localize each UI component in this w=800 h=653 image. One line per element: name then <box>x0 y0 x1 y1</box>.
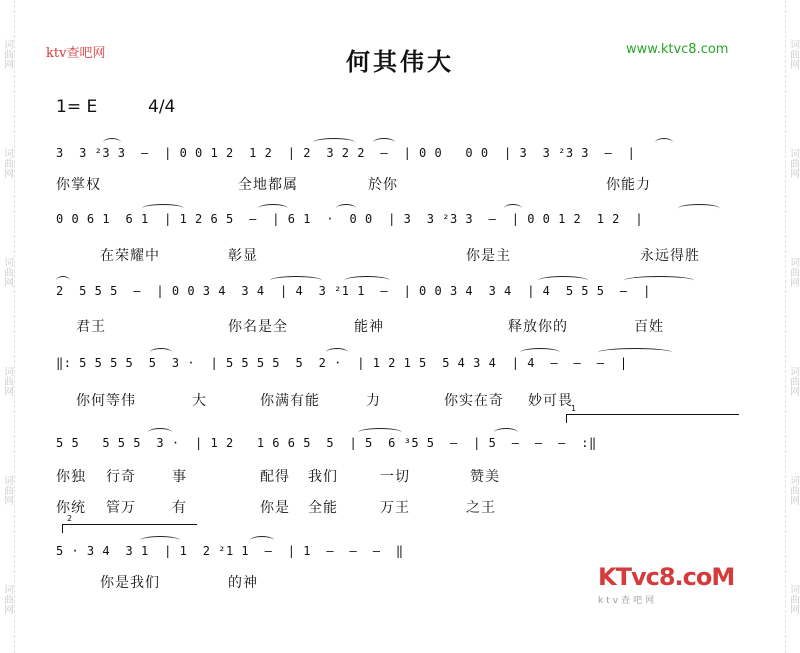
watermark-text: 词曲网 <box>1 39 13 70</box>
right-watermark-column <box>785 0 800 653</box>
lyric: 你名是全 <box>228 319 288 335</box>
left-watermark-column <box>0 0 15 653</box>
lyric: 你独 <box>56 469 86 485</box>
watermark-text: 词曲网 <box>787 148 799 179</box>
lyric: 全地都属 <box>238 177 298 193</box>
lyric: 释放你的 <box>508 319 568 335</box>
watermark-text: 词曲网 <box>1 474 13 505</box>
lyric: 你是我们 <box>100 575 160 591</box>
page-title: 何其伟大 <box>346 48 454 76</box>
watermark-text: 词曲网 <box>787 474 799 505</box>
watermark-text: 词曲网 <box>1 583 13 614</box>
logo-text: KTvc8.coM <box>598 563 735 591</box>
lyric: 百姓 <box>634 319 664 335</box>
watermark-text: 词曲网 <box>787 583 799 614</box>
lyric: 之王 <box>466 500 496 516</box>
logo-subtext: ktv查吧网 <box>598 596 658 606</box>
site-logo[interactable] <box>598 563 734 606</box>
watermark-text: 词曲网 <box>1 365 13 396</box>
volta-bracket <box>62 514 197 533</box>
volta-bracket <box>566 404 739 423</box>
lyric: 我们 <box>308 469 338 485</box>
lyric: 君王 <box>76 319 106 335</box>
lyric: 在荣耀中 <box>100 248 160 264</box>
score-row: ‖: 5 5 5 5 5 3 · | 5 5 5 5 5 2 · | 1 2 1 5 5 4 3 4 | 4 – – – | <box>56 356 628 370</box>
lyric: 你满有能 <box>260 393 320 409</box>
watermark-text: 词曲网 <box>787 39 799 70</box>
lyric: 有 <box>172 500 187 516</box>
brand-url[interactable]: www.ktvc8.com <box>626 42 729 57</box>
lyric: 你是 <box>260 500 290 516</box>
lyric: 你统 <box>56 500 86 516</box>
watermark-text: 词曲网 <box>787 365 799 396</box>
lyric: 大 <box>192 393 207 409</box>
brand-left: ktv查吧网 <box>46 46 106 61</box>
score-row: 3 3 ²3 3 – | 0 0 1 2 1 2 | 2 3 2 2 – | 0 0 0 0 | 3 3 ²3 3 – | <box>56 146 636 160</box>
lyric: 事 <box>172 469 187 485</box>
watermark-text: 词曲网 <box>787 257 799 288</box>
lyric: 管万 <box>106 500 136 516</box>
lyric: 你能力 <box>606 177 651 193</box>
key-signature: 1= E <box>56 97 98 117</box>
lyric: 於你 <box>368 177 398 193</box>
lyric: 能神 <box>354 319 384 335</box>
time-signature: 4/4 <box>148 97 176 117</box>
lyric: 一切 <box>380 469 410 485</box>
lyric: 配得 <box>260 469 290 485</box>
watermark-text: 词曲网 <box>1 257 13 288</box>
lyric: 行奇 <box>106 469 136 485</box>
score-row: 0 0 6 1 6 1 | 1 2 6 5 – | 6 1 · 0 0 | 3 3 ²3 3 – | 0 0 1 2 1 2 | <box>56 212 644 226</box>
lyric: 力 <box>366 393 381 409</box>
score-row: 2 5 5 5 – | 0 0 3 4 3 4 | 4 3 ²1 1 – | 0 0 3 4 3 4 | 4 5 5 5 – | <box>56 284 651 298</box>
volta-label: 2 <box>67 514 73 523</box>
lyric: 你掌权 <box>56 177 101 193</box>
lyric: 彰显 <box>228 248 258 264</box>
lyric: 你实在奇 <box>444 393 504 409</box>
volta-label: 1 <box>571 404 577 413</box>
lyric: 赞美 <box>470 469 500 485</box>
lyric: 你何等伟 <box>76 393 136 409</box>
lyric: 永远得胜 <box>640 248 700 264</box>
score-row: 5 · 3 4 3 1 | 1 2 ²1 1 – | 1 – – – ‖ <box>56 544 404 558</box>
lyric: 全能 <box>308 500 338 516</box>
score-row: 5 5 5 5 5 3 · | 1 2 1 6 6 5 5 | 5 6 ³5 5 – | 5 – – – :‖ <box>56 436 597 450</box>
watermark-text: 词曲网 <box>1 148 13 179</box>
lyric: 的神 <box>228 575 258 591</box>
lyric: 万王 <box>380 500 410 516</box>
lyric: 你是主 <box>466 248 511 264</box>
lyric: 妙可畏 <box>528 393 573 409</box>
